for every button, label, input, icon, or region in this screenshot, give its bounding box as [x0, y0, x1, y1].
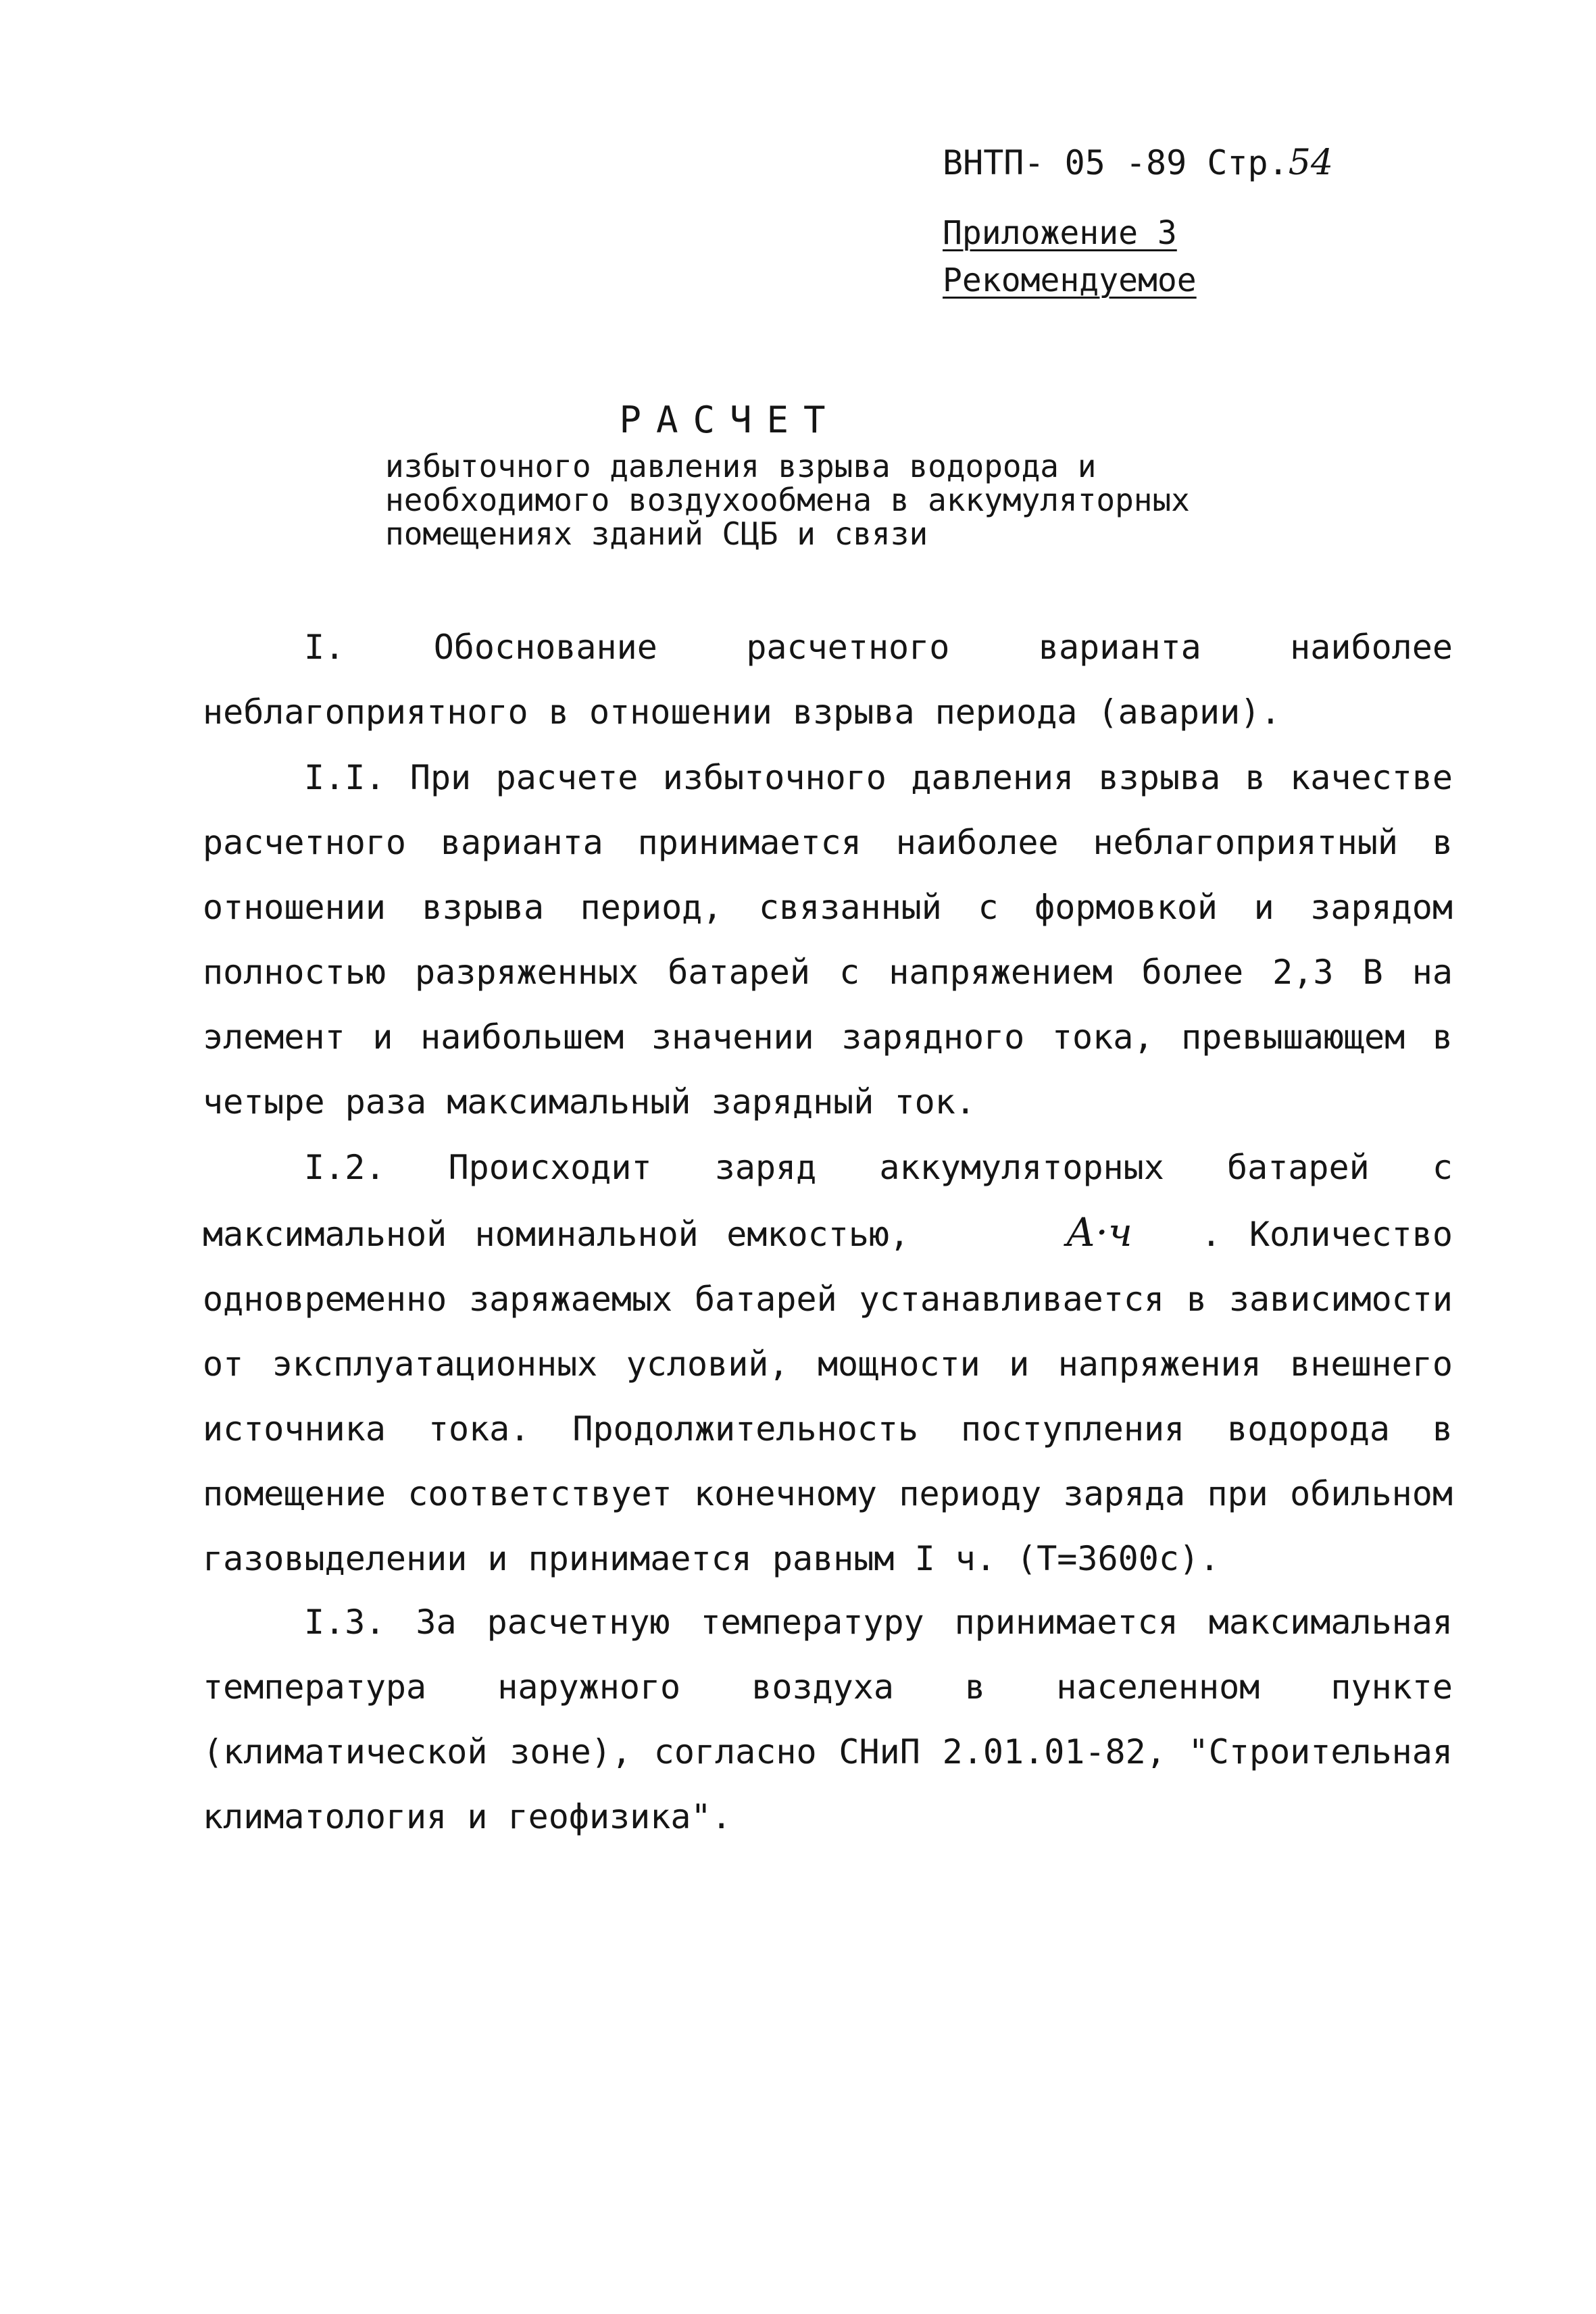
- paragraph-1-2-end: . Количество одновременно заряжаемых батарей устанавливается в зависимости от эксплуатационных условий, мощности и напряжения внешнего источника тока. Продолжительность поступления водорода в помещение соответствует конечному периоду заряда при обильном газовыделении и принимается равным I ч. (Т=3600с).: [203, 1215, 1453, 1578]
- paragraph-1-3: I.3. За расчетную температуру принимается максимальная температура наружного воздуха в населенном пункте (климатической зоне), согласно СНиП 2.01.01-82, "Строительная климатология и геофизика".: [203, 1603, 1453, 1836]
- page-header: [943, 143, 1333, 183]
- document-subtitle: [385, 449, 1190, 551]
- document-code: ВНТП- 05 -89 Стр.: [943, 143, 1289, 182]
- appendix-status: Рекомендуемое: [943, 261, 1197, 299]
- paragraph-1-2: [203, 1135, 1453, 1591]
- section-1-heading: I. Обоснование расчетного варианта наиболее неблагоприятного в отношении взрыва периода (аварии).: [203, 628, 1453, 732]
- paragraph-1-2-start: I.2. Происходит заряд аккумуляторных батарей с максимальной номинальной емкостью,: [203, 1148, 1453, 1254]
- appendix-label: [943, 209, 1197, 304]
- subtitle-line: необходимого воздухообмена в аккумуляторных: [385, 482, 1190, 518]
- page-number: 54: [1288, 143, 1333, 183]
- document-title: РАСЧЕТ: [619, 399, 841, 441]
- subtitle-line: избыточного давления взрыва водорода и: [385, 448, 1097, 484]
- subtitle-line: помещениях зданий СЦБ и связи: [385, 515, 928, 552]
- paragraph-1-1: I.I. При расчете избыточного давления взрыва в качестве расчетного варианта принимается наиболее неблагоприятный в отношении взрыва период, связанный с формовкой и зарядом полностью разряженных батарей с напряжением более 2,3 В на элемент и наибольшем значении зарядного тока, превышающем в четыре раза максимальный зарядный ток.: [203, 758, 1453, 1122]
- handwritten-unit: А·ч: [1066, 1209, 1132, 1255]
- appendix-number: Приложение 3: [943, 214, 1177, 252]
